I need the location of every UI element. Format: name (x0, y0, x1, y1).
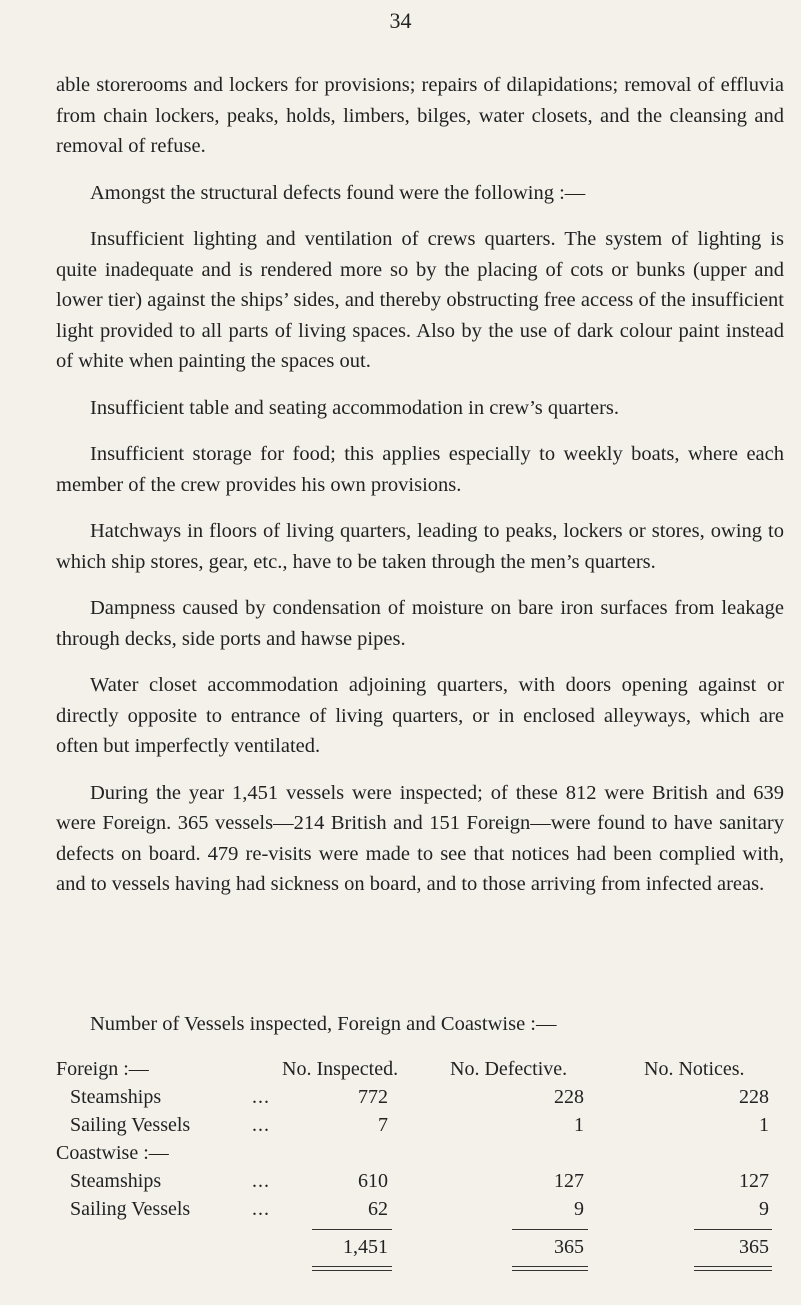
paragraph: Hatchways in floors of living quarters, leading to peaks, lockers or stores, owing to which ship stores, gear, etc., have to be taken through the men’s quarters. (56, 520, 784, 573)
table-header-row (56, 1055, 784, 1083)
defective-value: 127 (554, 1170, 584, 1192)
double-rule (694, 1266, 772, 1271)
double-rule (312, 1266, 392, 1271)
paragraph: Insufficient lighting and ventilation of crews quarters. The system of lighting is quite inadequate and is rendered more so by the placing of cots or bunks (upper and lower tier) against the ships’ sides, and thereby obstructing free access of the insufficient light provided to all parts of living spaces. Also by the use of dark colour paint instead of white when painting the spaces out. (56, 228, 784, 372)
leader-dots: ... (252, 1170, 270, 1192)
total-rule (512, 1229, 588, 1230)
total-notices: 365 (739, 1236, 769, 1258)
paragraph: Amongst the structural defects found were the following :— (90, 181, 586, 204)
leader-dots: ... (252, 1086, 270, 1108)
inspected-value: 610 (358, 1170, 388, 1192)
notices-value: 228 (739, 1086, 769, 1108)
total-defective: 365 (554, 1236, 584, 1258)
paragraph: Dampness caused by condensation of moisture on bare iron surfaces from leakage through decks, side ports and hawse pipes. (56, 597, 784, 650)
leader-dots: ... (252, 1198, 270, 1220)
table-group-row (56, 1139, 784, 1167)
row-label: Sailing Vessels (70, 1198, 191, 1220)
table-row (56, 1167, 784, 1195)
column-header-notices: No. Notices. (644, 1058, 745, 1080)
paragraph: Water closet accommodation adjoining quarters, with doors opening against or directly opposite to entrance of living quarters, or in enclosed alleyways, which are often but imperfectly ventilated. (56, 674, 784, 757)
row-label: Sailing Vessels (70, 1114, 191, 1136)
total-rule (694, 1229, 772, 1230)
notices-value: 9 (759, 1198, 769, 1220)
group-label-foreign: Foreign :— (56, 1058, 149, 1080)
table-heading: Number of Vessels inspected, Foreign and Coastwise :— (90, 1013, 557, 1035)
total-inspected: 1,451 (343, 1236, 388, 1258)
paragraph: able storerooms and lockers for provisions; repairs of dilapidations; removal of effluvia from chain lockers, peaks, holds, limbers, bilges, water closets, and the cleansing and removal of refuse. (56, 74, 784, 157)
double-rule (512, 1266, 588, 1271)
leader-dots: ... (252, 1114, 270, 1136)
column-header-defective: No. Defective. (450, 1058, 568, 1080)
notices-value: 127 (739, 1170, 769, 1192)
row-label: Steamships (70, 1170, 162, 1192)
notices-value: 1 (759, 1114, 769, 1136)
paragraph: Insufficient table and seating accommodation in crew’s quarters. (90, 396, 620, 419)
table-row (56, 1083, 784, 1111)
inspected-value: 62 (368, 1198, 388, 1220)
table-totals-row (56, 1233, 784, 1261)
total-rule (312, 1229, 392, 1230)
defective-value: 1 (574, 1114, 584, 1136)
body-text (56, 70, 784, 916)
table-row (56, 1111, 784, 1139)
paragraph: During the year 1,451 vessels were inspected; of these 812 were British and 639 were Foreign. 365 vessels—214 British and 151 Foreign—were found to have sanitary defects on board. 479 re-visits were made to see that notices had been complied with, and to vessels having had sickness on board, and to those arriving from infected areas. (56, 781, 784, 895)
inspected-value: 7 (378, 1114, 388, 1136)
inspected-value: 772 (358, 1086, 388, 1108)
defective-value: 9 (574, 1198, 584, 1220)
table-row (56, 1195, 784, 1223)
column-header-inspected: No. Inspected. (282, 1058, 399, 1080)
paragraph: Insufficient storage for food; this applies especially to weekly boats, where each member of the crew provides his own provisions. (56, 443, 784, 496)
page-number: 34 (389, 8, 412, 33)
defective-value: 228 (554, 1086, 584, 1108)
row-label: Steamships (70, 1086, 162, 1108)
group-label-coastwise: Coastwise :— (56, 1142, 169, 1164)
